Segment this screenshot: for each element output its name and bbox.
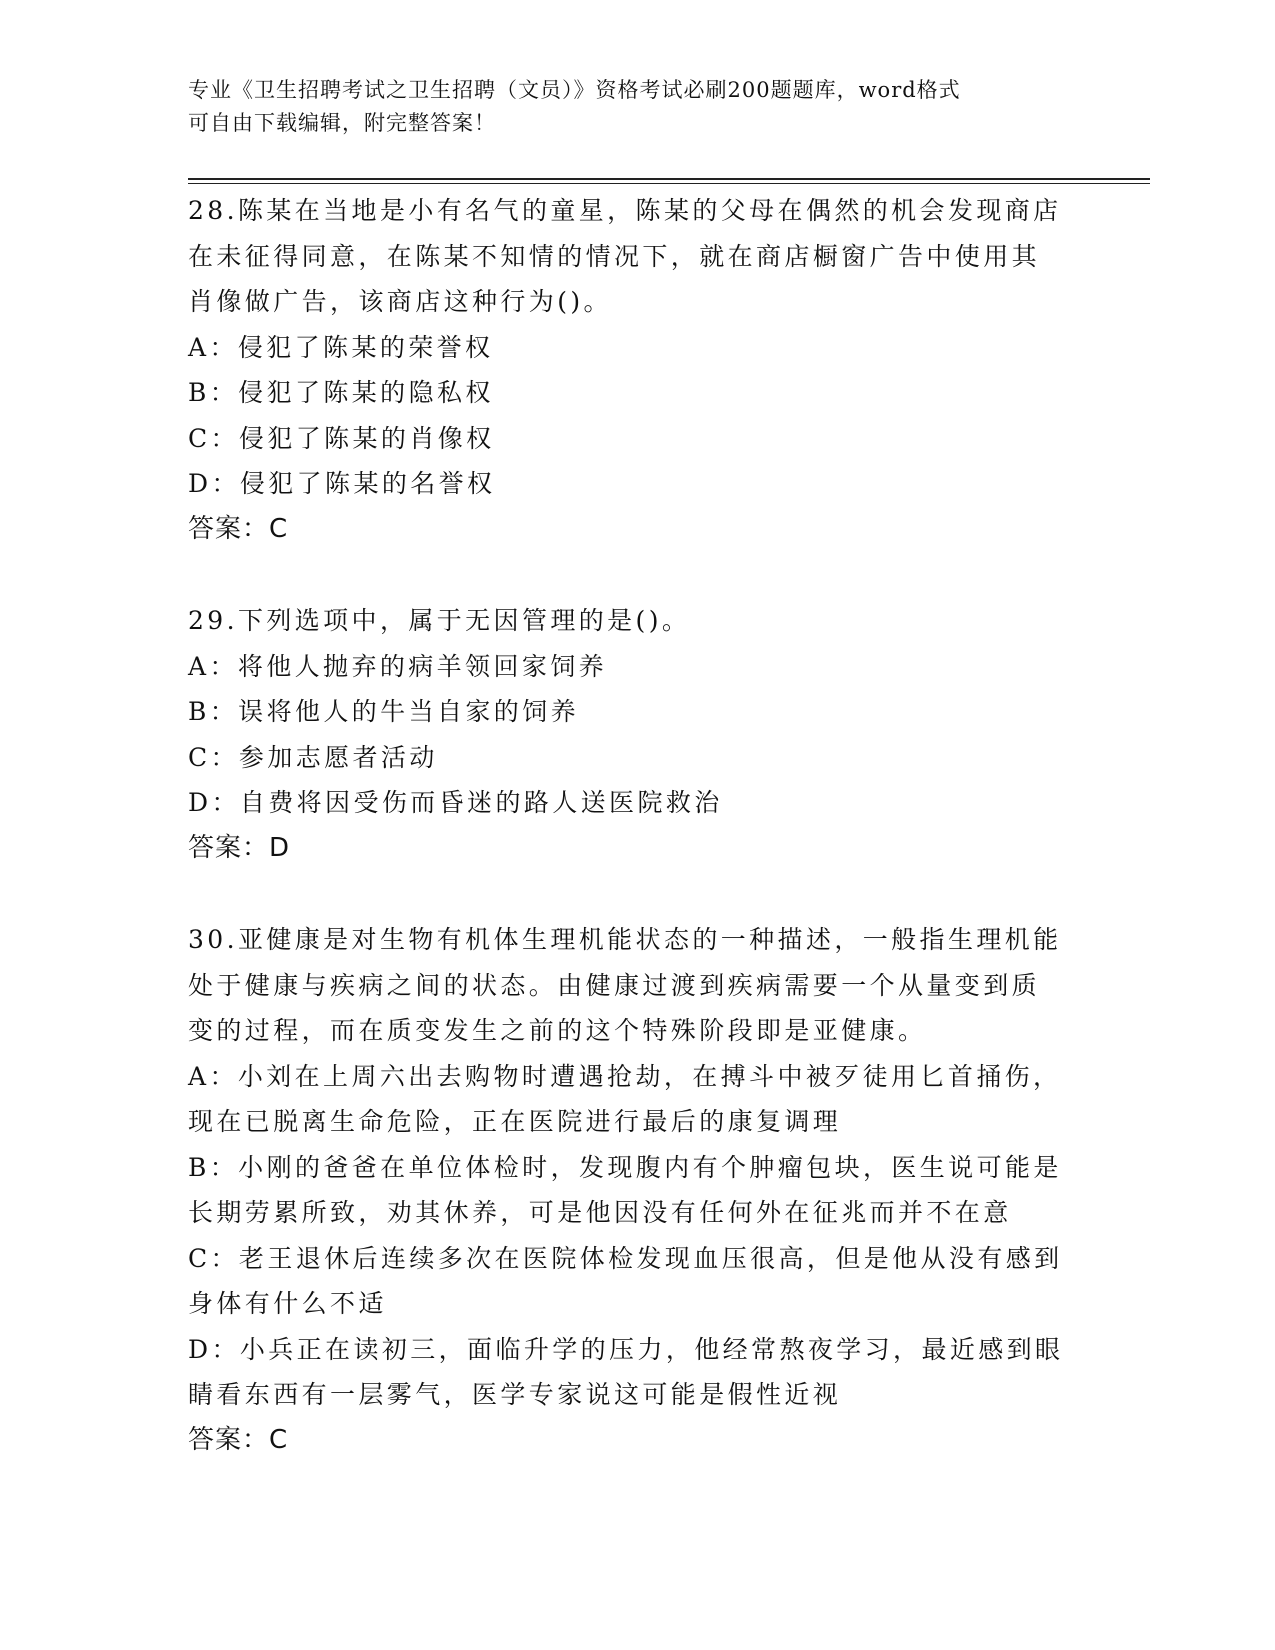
option-d: D：侵犯了陈某的名誉权: [188, 469, 496, 498]
option-b: B：误将他人的牛当自家的饲养: [188, 697, 579, 726]
question-stem-line: 30.亚健康是对生物有机体生理机能状态的一种描述，一般指生理机能: [188, 925, 1062, 954]
option-b: B：小刚的爸爸在单位体检时，发现腹内有个肿瘤包块，医生说可能是: [188, 1152, 1062, 1182]
option-c: C：侵犯了陈某的肖像权: [188, 423, 495, 453]
question-stem-line: 在未征得同意，在陈某不知情的情况下，就在商店橱窗广告中使用其: [188, 241, 1041, 271]
question-28: [188, 188, 1088, 552]
answer-label: 答案：C: [188, 1424, 289, 1455]
option-a-continued: 现在已脱离生命危险，正在医院进行最后的康复调理: [188, 1107, 842, 1136]
option-c: C：老王退休后连续多次在医院体检发现血压很高，但是他从没有感到: [188, 1243, 1063, 1273]
option-d-continued: 睛看东西有一层雾气，医学专家说这可能是假性近视: [188, 1380, 842, 1409]
option-c: C：参加志愿者活动: [188, 742, 438, 772]
question-stem-line: 28.陈某在当地是小有名气的童星，陈某的父母在偶然的机会发现商店: [188, 196, 1062, 225]
option-c-continued: 身体有什么不适: [188, 1289, 387, 1318]
question-stem-line: 29.下列选项中，属于无因管理的是()。: [188, 606, 691, 635]
header-divider-thin: [188, 183, 1150, 184]
option-b: B：侵犯了陈某的隐私权: [188, 378, 494, 407]
option-a: A：小刘在上周六出去购物时遭遇抢劫，在搏斗中被歹徒用匕首捅伤，: [188, 1061, 1062, 1091]
option-d: D：小兵正在读初三，面临升学的压力，他经常熬夜学习，最近感到眼: [188, 1334, 1064, 1364]
question-29: [188, 598, 1088, 871]
option-a: A：侵犯了陈某的荣誉权: [188, 332, 494, 362]
question-stem-line: 肖像做广告，该商店这种行为()。: [188, 287, 612, 316]
question-30: [188, 917, 1088, 1463]
option-a: A：将他人抛弃的病羊领回家饲养: [188, 651, 608, 681]
question-stem-line: 变的过程，而在质变发生之前的这个特殊阶段即是亚健康。: [188, 1016, 927, 1045]
question-stem-line: 处于健康与疾病之间的状态。由健康过渡到疾病需要一个从量变到质: [188, 970, 1041, 1000]
answer-label: 答案：C: [188, 513, 289, 544]
header-divider-thick: [188, 178, 1150, 180]
document-header: [188, 74, 1088, 140]
header-line-2: 可自由下载编辑，附完整答案！: [188, 111, 496, 135]
question-list: [188, 188, 1088, 1509]
answer-label: 答案：D: [188, 832, 291, 863]
header-line-1: 专业《卫生招聘考试之卫生招聘（文员）》资格考试必刷200题题库，word格式: [188, 78, 961, 102]
option-b-continued: 长期劳累所致，劝其休养，可是他因没有任何外在征兆而并不在意: [188, 1198, 1012, 1227]
option-d: D：自费将因受伤而昏迷的路人送医院救治: [188, 788, 723, 817]
